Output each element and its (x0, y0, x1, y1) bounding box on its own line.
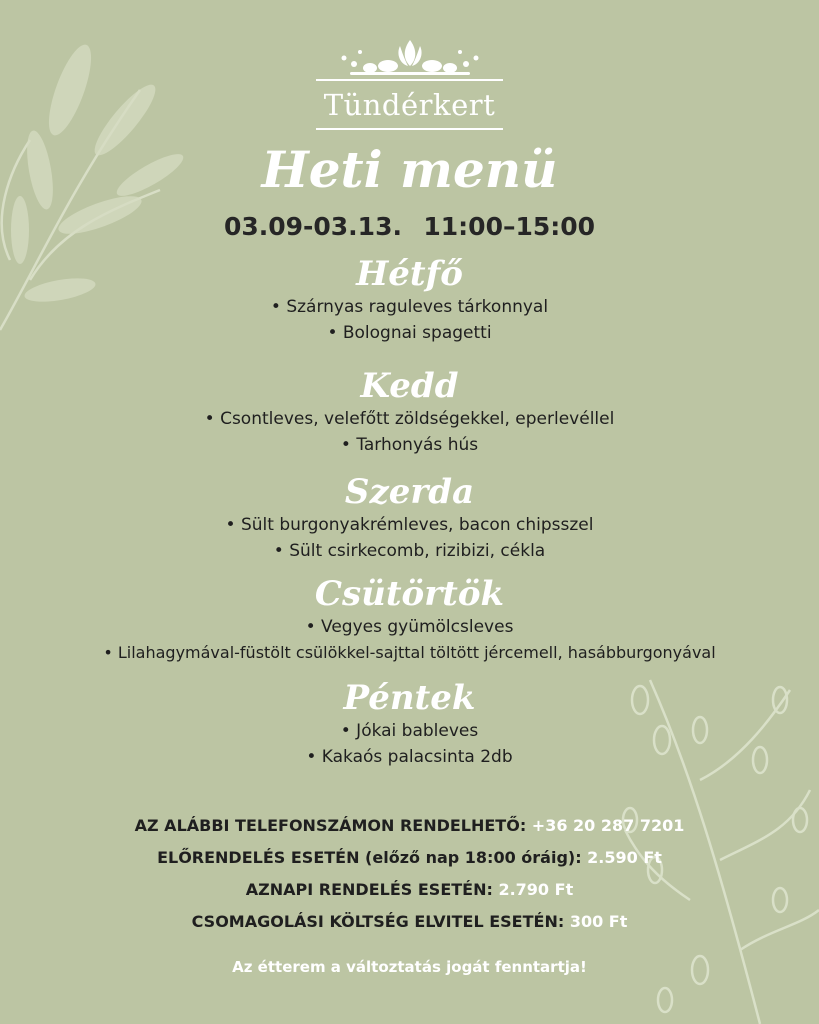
menu-item: • Sült csirkecomb, rizibizi, cékla (273, 541, 546, 561)
menu-item: • Bolognai spagetti (327, 323, 492, 343)
phone-number: +36 20 287 7201 (531, 816, 685, 835)
menu-item: • Sült burgonyakrémleves, bacon chipsszel (225, 515, 594, 535)
menu-item: • Tarhonyás hús (340, 435, 479, 455)
day-name: Kedd (360, 366, 459, 406)
menu-item: • Lilahagymával-füstölt csülökkel-sajttal töltött jércemell, hasábburgonyával (103, 643, 716, 662)
menu-item: • Vegyes gyümölcsleves (305, 617, 514, 637)
logo-top-line (316, 79, 503, 81)
date-time-line (0, 212, 819, 241)
price-value: 300 Ft (569, 912, 628, 931)
day-name: Szerda (344, 472, 475, 512)
info-phone (0, 816, 819, 836)
day-block-thursday (0, 574, 819, 666)
day-name: Hétfő (356, 254, 463, 294)
opening-hours: 11:00–15:00 (423, 212, 596, 241)
menu-item: • Kakaós palacsinta 2db (306, 747, 513, 767)
info-label: AZ ALÁBBI TELEFONSZÁMON RENDELHETŐ: (134, 816, 532, 835)
info-label: ELŐRENDELÉS ESETÉN (előző nap 18:00 óráig): (157, 848, 588, 867)
info-label: AZNAPI RENDELÉS ESETÉN: (245, 880, 499, 899)
info-sameday-price (0, 880, 819, 900)
day-name: Csütörtök (314, 574, 505, 614)
info-label: CSOMAGOLÁSI KÖLTSÉG ELVITEL ESETÉN: (191, 912, 570, 931)
info-preorder-price (0, 848, 819, 868)
menu-item: • Szárnyas raguleves tárkonnyal (270, 297, 549, 317)
disclaimer-note: Az étterem a változtatás jogát fenntartja! (232, 958, 587, 976)
page-title: Heti menü (261, 140, 558, 199)
info-packaging-cost (0, 912, 819, 932)
brand-name: Tündérkert (323, 88, 496, 122)
folk-tulip-ornament-icon (330, 36, 490, 80)
day-block-monday (0, 254, 819, 346)
menu-item: • Csontleves, velefőtt zöldségekkel, eperlevéllel (204, 409, 615, 429)
price-value: 2.590 Ft (587, 848, 662, 867)
price-value: 2.790 Ft (498, 880, 574, 899)
menu-item: • Jókai bableves (340, 721, 479, 741)
logo-bottom-line (316, 128, 503, 130)
day-block-friday (0, 678, 819, 770)
date-range: 03.09-03.13. (223, 212, 402, 241)
day-block-tuesday (0, 366, 819, 458)
day-name: Péntek (343, 678, 476, 718)
day-block-wednesday (0, 472, 819, 564)
